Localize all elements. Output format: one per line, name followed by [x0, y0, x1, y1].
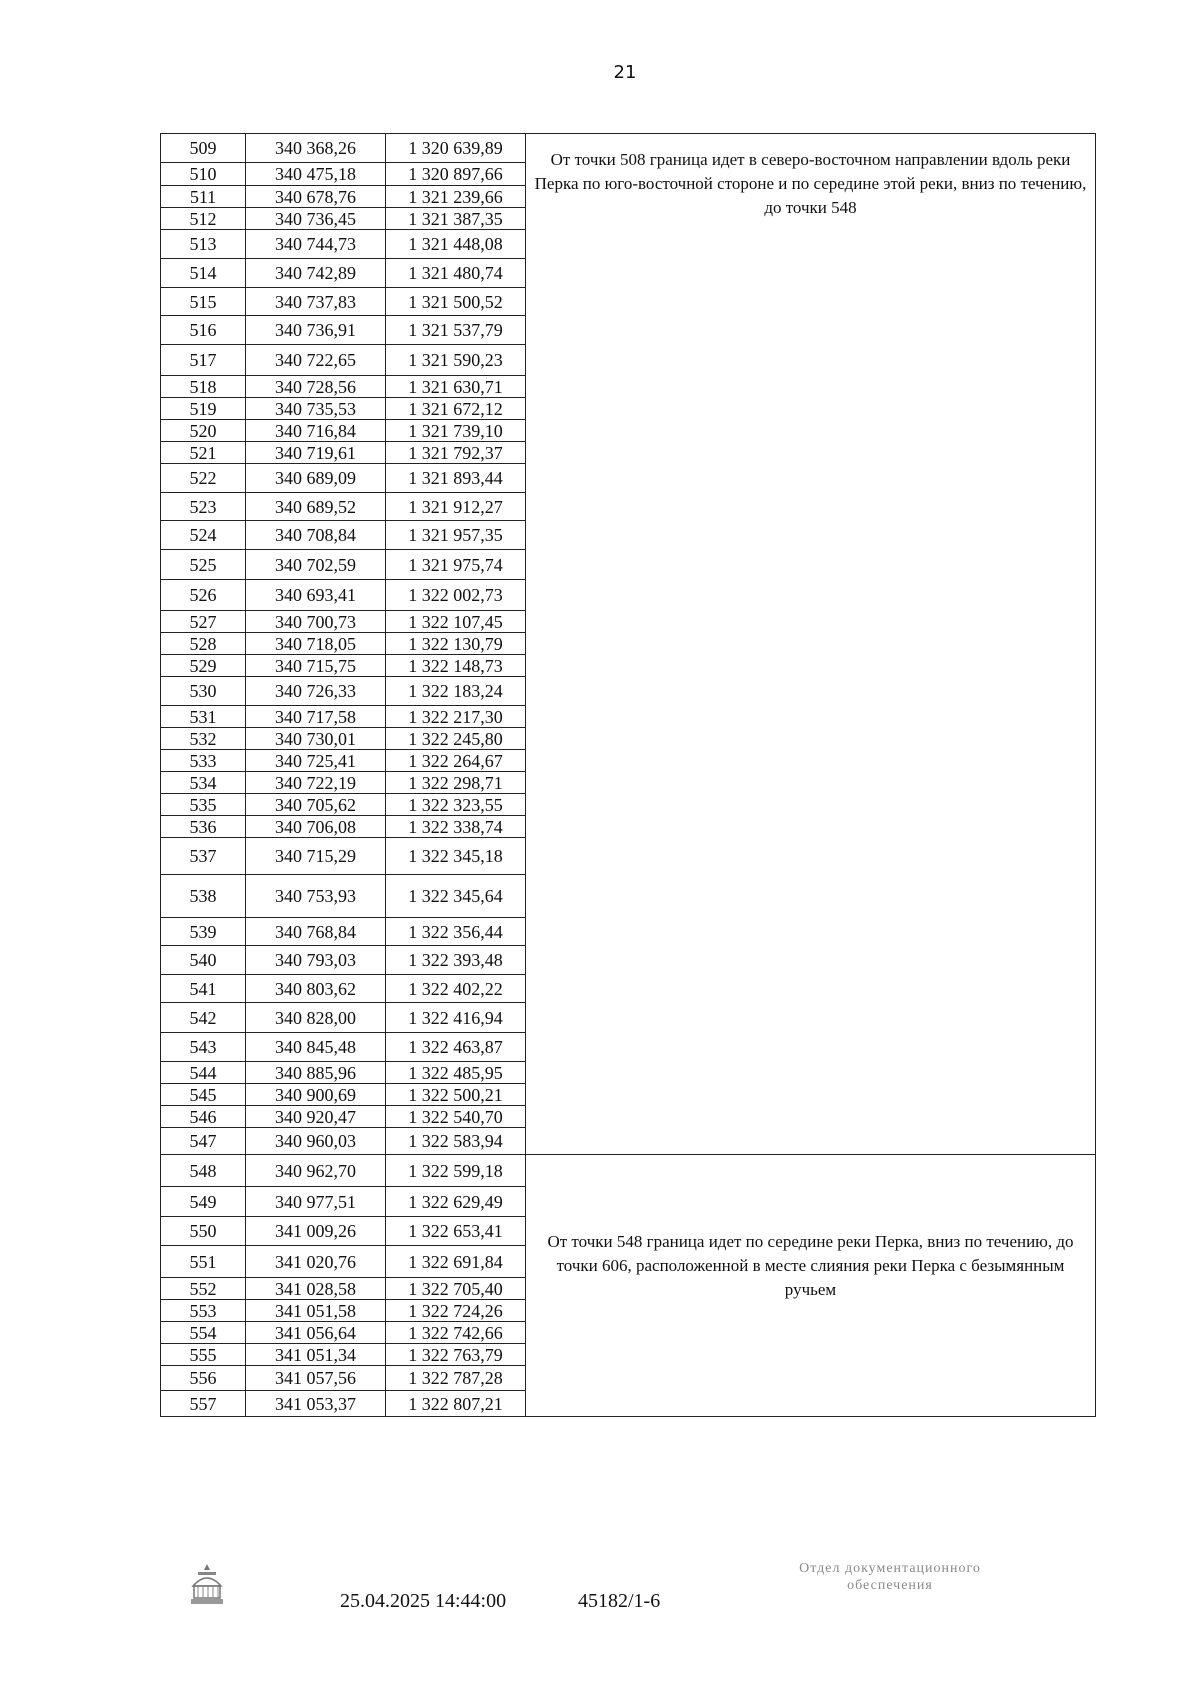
footer-document-number: 45182/1-6 — [578, 1590, 661, 1612]
point-number-cell: 511 — [161, 186, 246, 208]
y-coordinate-cell: 1 322 724,26 — [386, 1300, 526, 1322]
point-number-cell: 514 — [161, 259, 246, 288]
x-coordinate-cell: 340 678,76 — [246, 186, 386, 208]
point-number-cell: 524 — [161, 521, 246, 550]
table-row — [161, 134, 1096, 163]
x-coordinate-cell: 340 689,09 — [246, 464, 386, 493]
point-number-cell: 509 — [161, 134, 246, 163]
y-coordinate-cell: 1 322 130,79 — [386, 633, 526, 655]
point-number-cell: 517 — [161, 345, 246, 376]
y-coordinate-cell: 1 321 893,44 — [386, 464, 526, 493]
y-coordinate-cell: 1 321 630,71 — [386, 376, 526, 398]
x-coordinate-cell: 340 977,51 — [246, 1187, 386, 1217]
point-number-cell: 512 — [161, 208, 246, 230]
x-coordinate-cell: 340 722,65 — [246, 345, 386, 376]
point-number-cell: 548 — [161, 1155, 246, 1187]
point-number-cell: 536 — [161, 816, 246, 838]
y-coordinate-cell: 1 322 298,71 — [386, 772, 526, 794]
x-coordinate-cell: 340 735,53 — [246, 398, 386, 420]
x-coordinate-cell: 340 715,75 — [246, 655, 386, 677]
x-coordinate-cell: 340 702,59 — [246, 550, 386, 580]
point-number-cell: 539 — [161, 918, 246, 946]
point-number-cell: 550 — [161, 1217, 246, 1246]
x-coordinate-cell: 340 719,61 — [246, 442, 386, 464]
y-coordinate-cell: 1 322 691,84 — [386, 1246, 526, 1278]
y-coordinate-cell: 1 322 323,55 — [386, 794, 526, 816]
x-coordinate-cell: 340 920,47 — [246, 1106, 386, 1128]
y-coordinate-cell: 1 322 356,44 — [386, 918, 526, 946]
y-coordinate-cell: 1 321 739,10 — [386, 420, 526, 442]
x-coordinate-cell: 340 768,84 — [246, 918, 386, 946]
point-number-cell: 552 — [161, 1278, 246, 1300]
point-number-cell: 542 — [161, 1003, 246, 1033]
point-number-cell: 518 — [161, 376, 246, 398]
y-coordinate-cell: 1 322 393,48 — [386, 946, 526, 975]
y-coordinate-cell: 1 320 639,89 — [386, 134, 526, 163]
x-coordinate-cell: 341 051,34 — [246, 1344, 386, 1366]
y-coordinate-cell: 1 321 672,12 — [386, 398, 526, 420]
x-coordinate-cell: 340 828,00 — [246, 1003, 386, 1033]
point-number-cell: 535 — [161, 794, 246, 816]
y-coordinate-cell: 1 322 183,24 — [386, 677, 526, 706]
y-coordinate-cell: 1 322 245,80 — [386, 728, 526, 750]
x-coordinate-cell: 341 020,76 — [246, 1246, 386, 1278]
y-coordinate-cell: 1 322 787,28 — [386, 1366, 526, 1391]
x-coordinate-cell: 341 056,64 — [246, 1322, 386, 1344]
point-number-cell: 525 — [161, 550, 246, 580]
y-coordinate-cell: 1 322 540,70 — [386, 1106, 526, 1128]
x-coordinate-cell: 341 051,58 — [246, 1300, 386, 1322]
point-number-cell: 521 — [161, 442, 246, 464]
page-number: 21 — [613, 62, 637, 83]
table-row — [161, 1155, 1096, 1187]
x-coordinate-cell: 340 689,52 — [246, 493, 386, 521]
x-coordinate-cell: 340 744,73 — [246, 230, 386, 259]
y-coordinate-cell: 1 322 416,94 — [386, 1003, 526, 1033]
y-coordinate-cell: 1 321 912,27 — [386, 493, 526, 521]
point-number-cell: 537 — [161, 838, 246, 875]
point-number-cell: 555 — [161, 1344, 246, 1366]
y-coordinate-cell: 1 322 742,66 — [386, 1322, 526, 1344]
emblem-seal-icon — [188, 1562, 226, 1606]
y-coordinate-cell: 1 321 239,66 — [386, 186, 526, 208]
point-number-cell: 532 — [161, 728, 246, 750]
x-coordinate-cell: 340 885,96 — [246, 1062, 386, 1084]
point-number-cell: 526 — [161, 580, 246, 611]
x-coordinate-cell: 341 028,58 — [246, 1278, 386, 1300]
y-coordinate-cell: 1 322 653,41 — [386, 1217, 526, 1246]
y-coordinate-cell: 1 322 345,18 — [386, 838, 526, 875]
y-coordinate-cell: 1 321 792,37 — [386, 442, 526, 464]
department-stamp — [745, 1560, 1035, 1594]
y-coordinate-cell: 1 322 485,95 — [386, 1062, 526, 1084]
y-coordinate-cell: 1 322 763,79 — [386, 1344, 526, 1366]
y-coordinate-cell: 1 322 402,22 — [386, 975, 526, 1003]
x-coordinate-cell: 340 962,70 — [246, 1155, 386, 1187]
x-coordinate-cell: 340 753,93 — [246, 875, 386, 918]
y-coordinate-cell: 1 322 264,67 — [386, 750, 526, 772]
y-coordinate-cell: 1 322 217,30 — [386, 706, 526, 728]
x-coordinate-cell: 340 705,62 — [246, 794, 386, 816]
boundary-description-cell: От точки 548 граница идет по середине реки Перка, вниз по течению, до точки 606, расположенной в месте слияния реки Перка с безымянным ручьем — [526, 1155, 1096, 1417]
y-coordinate-cell: 1 321 957,35 — [386, 521, 526, 550]
point-number-cell: 530 — [161, 677, 246, 706]
y-coordinate-cell: 1 321 975,74 — [386, 550, 526, 580]
point-number-cell: 531 — [161, 706, 246, 728]
point-number-cell: 528 — [161, 633, 246, 655]
x-coordinate-cell: 340 742,89 — [246, 259, 386, 288]
y-coordinate-cell: 1 321 537,79 — [386, 316, 526, 345]
point-number-cell: 523 — [161, 493, 246, 521]
x-coordinate-cell: 340 717,58 — [246, 706, 386, 728]
point-number-cell: 557 — [161, 1391, 246, 1417]
x-coordinate-cell: 341 009,26 — [246, 1217, 386, 1246]
point-number-cell: 545 — [161, 1084, 246, 1106]
point-number-cell: 540 — [161, 946, 246, 975]
x-coordinate-cell: 340 700,73 — [246, 611, 386, 633]
x-coordinate-cell: 340 716,84 — [246, 420, 386, 442]
x-coordinate-cell: 340 718,05 — [246, 633, 386, 655]
point-number-cell: 534 — [161, 772, 246, 794]
y-coordinate-cell: 1 322 463,87 — [386, 1033, 526, 1062]
x-coordinate-cell: 340 368,26 — [246, 134, 386, 163]
x-coordinate-cell: 340 900,69 — [246, 1084, 386, 1106]
point-number-cell: 544 — [161, 1062, 246, 1084]
y-coordinate-cell: 1 322 629,49 — [386, 1187, 526, 1217]
x-coordinate-cell: 340 693,41 — [246, 580, 386, 611]
y-coordinate-cell: 1 322 345,64 — [386, 875, 526, 918]
y-coordinate-cell: 1 322 705,40 — [386, 1278, 526, 1300]
point-number-cell: 515 — [161, 288, 246, 316]
point-number-cell: 551 — [161, 1246, 246, 1278]
x-coordinate-cell: 340 730,01 — [246, 728, 386, 750]
y-coordinate-cell: 1 321 590,23 — [386, 345, 526, 376]
point-number-cell: 546 — [161, 1106, 246, 1128]
point-number-cell: 554 — [161, 1322, 246, 1344]
x-coordinate-cell: 340 845,48 — [246, 1033, 386, 1062]
x-coordinate-cell: 340 708,84 — [246, 521, 386, 550]
x-coordinate-cell: 340 736,45 — [246, 208, 386, 230]
x-coordinate-cell: 340 803,62 — [246, 975, 386, 1003]
x-coordinate-cell: 340 475,18 — [246, 163, 386, 186]
y-coordinate-cell: 1 321 500,52 — [386, 288, 526, 316]
y-coordinate-cell: 1 321 480,74 — [386, 259, 526, 288]
y-coordinate-cell: 1 322 599,18 — [386, 1155, 526, 1187]
x-coordinate-cell: 340 737,83 — [246, 288, 386, 316]
x-coordinate-cell: 340 728,56 — [246, 376, 386, 398]
y-coordinate-cell: 1 321 448,08 — [386, 230, 526, 259]
x-coordinate-cell: 340 793,03 — [246, 946, 386, 975]
point-number-cell: 541 — [161, 975, 246, 1003]
point-number-cell: 549 — [161, 1187, 246, 1217]
x-coordinate-cell: 340 722,19 — [246, 772, 386, 794]
point-number-cell: 553 — [161, 1300, 246, 1322]
x-coordinate-cell: 340 960,03 — [246, 1128, 386, 1155]
x-coordinate-cell: 340 725,41 — [246, 750, 386, 772]
y-coordinate-cell: 1 322 807,21 — [386, 1391, 526, 1417]
y-coordinate-cell: 1 321 387,35 — [386, 208, 526, 230]
y-coordinate-cell: 1 320 897,66 — [386, 163, 526, 186]
point-number-cell: 538 — [161, 875, 246, 918]
x-coordinate-cell: 340 726,33 — [246, 677, 386, 706]
x-coordinate-cell: 340 706,08 — [246, 816, 386, 838]
stamp-line-1: Отдел документационного — [799, 1561, 981, 1576]
point-number-cell: 513 — [161, 230, 246, 259]
y-coordinate-cell: 1 322 338,74 — [386, 816, 526, 838]
point-number-cell: 533 — [161, 750, 246, 772]
stamp-line-2: обеспечения — [847, 1578, 933, 1593]
x-coordinate-cell: 340 715,29 — [246, 838, 386, 875]
point-number-cell: 529 — [161, 655, 246, 677]
x-coordinate-cell: 340 736,91 — [246, 316, 386, 345]
point-number-cell: 527 — [161, 611, 246, 633]
y-coordinate-cell: 1 322 148,73 — [386, 655, 526, 677]
y-coordinate-cell: 1 322 002,73 — [386, 580, 526, 611]
x-coordinate-cell: 341 053,37 — [246, 1391, 386, 1417]
boundary-coordinates-table — [160, 133, 1096, 1417]
y-coordinate-cell: 1 322 107,45 — [386, 611, 526, 633]
point-number-cell: 516 — [161, 316, 246, 345]
point-number-cell: 556 — [161, 1366, 246, 1391]
y-coordinate-cell: 1 322 583,94 — [386, 1128, 526, 1155]
boundary-description-cell: От точки 508 граница идет в северо-восточном направлении вдоль реки Перка по юго-восточной стороне и по середине этой реки, вниз по течению, до точки 548 — [526, 134, 1096, 1155]
x-coordinate-cell: 341 057,56 — [246, 1366, 386, 1391]
point-number-cell: 519 — [161, 398, 246, 420]
point-number-cell: 543 — [161, 1033, 246, 1062]
point-number-cell: 547 — [161, 1128, 246, 1155]
footer-datetime: 25.04.2025 14:44:00 — [340, 1590, 507, 1612]
point-number-cell: 522 — [161, 464, 246, 493]
point-number-cell: 510 — [161, 163, 246, 186]
y-coordinate-cell: 1 322 500,21 — [386, 1084, 526, 1106]
point-number-cell: 520 — [161, 420, 246, 442]
